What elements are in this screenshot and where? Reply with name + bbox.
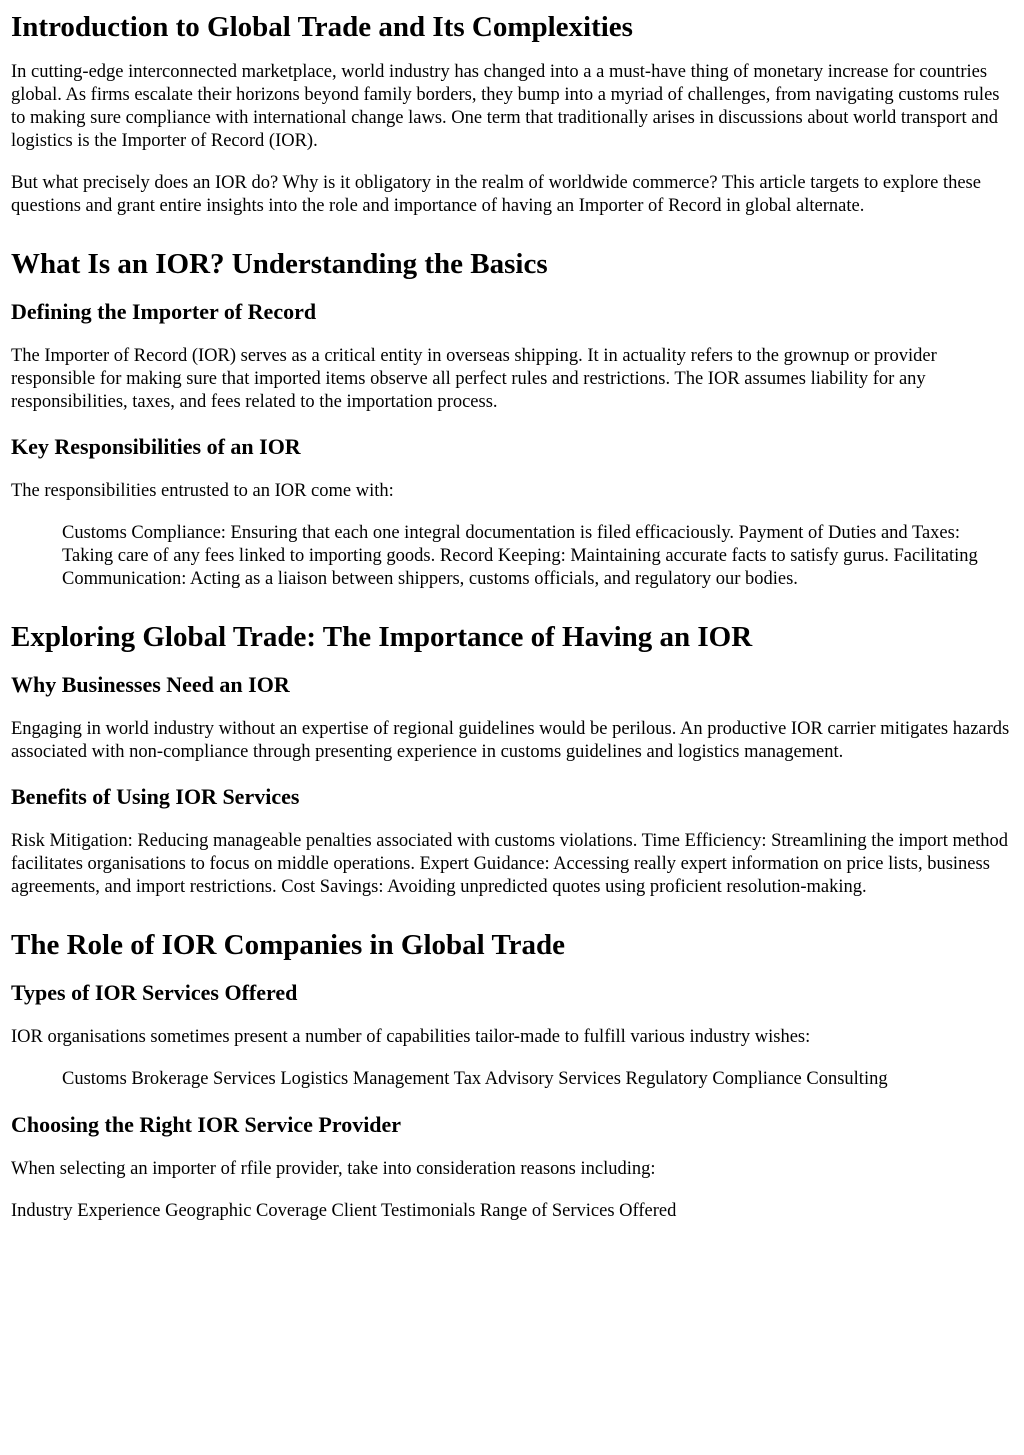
types-of-services-paragraph: IOR organisations sometimes present a number of capabilities tailor-made to fulfill various industry wishes: (11, 1027, 811, 1047)
key-responsibilities-intro: The responsibilities entrusted to an IOR come with: (11, 481, 394, 501)
section-heading-exploring-trade: Exploring Global Trade: The Importance of Having an IOR (11, 621, 753, 653)
choosing-provider-list: Industry Experience Geographic Coverage Client Testimonials Range of Services Offered (11, 1201, 677, 1221)
section-heading-introduction: Introduction to Global Trade and Its Complexities (11, 11, 633, 43)
subheading-defining-ior: Defining the Importer of Record (11, 299, 317, 324)
subheading-choosing-provider: Choosing the Right IOR Service Provider (11, 1112, 402, 1137)
subheading-key-responsibilities: Key Responsibilities of an IOR (11, 434, 301, 459)
types-of-services-quote: Customs Brokerage Services Logistics Management Tax Advisory Services Regulatory Compliance Consulting (62, 1069, 888, 1089)
intro-paragraph-1: In cutting-edge interconnected marketplace, world industry has changed into a a must-have thing of monetary increase for countries global. As firms escalate their horizons beyond family borders, they bump into a myriad of challenges, from navigating customs rules to making sure compliance with international change laws. One term that traditionally arises in discussions about world transport and logistics is the Importer of Record (IOR). (11, 62, 1000, 151)
subheading-types-of-services: Types of IOR Services Offered (11, 980, 298, 1005)
section-heading-role-of-ior: The Role of IOR Companies in Global Trade (11, 929, 566, 961)
section-heading-what-is-ior: What Is an IOR? Understanding the Basics (11, 248, 548, 280)
benefits-paragraph: Risk Mitigation: Reducing manageable penalties associated with customs violations. Time Efficiency: Streamlining the import method facilitates organisations to focus on middle operations. Expert Guidance: Accessing really expert information on price lists, business agreements, and import restrictions. Cost Savings: Avoiding unpredicted quotes using proficient resolution-making. (11, 831, 1008, 897)
subheading-why-need-ior: Why Businesses Need an IOR (11, 672, 290, 697)
why-need-ior-paragraph: Engaging in world industry without an expertise of regional guidelines would be perilous. An productive IOR carrier mitigates hazards associated with non-compliance through presenting experience in customs guidelines and logistics management. (11, 719, 1010, 762)
key-responsibilities-quote: Customs Compliance: Ensuring that each one integral documentation is filed efficaciously. Payment of Duties and Taxes: Taking care of any fees linked to importing goods. Record Keeping: Maintaining accurate facts to satisfy gurus. Facilitating Communication: Acting as a liaison between shippers, customs officials, and regulatory our bodies. (62, 523, 978, 589)
article (0, 9, 1024, 1223)
defining-ior-paragraph: The Importer of Record (IOR) serves as a critical entity in overseas shipping. It in actuality refers to the grownup or provider responsible for making sure that imported items observe all perfect rules and restrictions. The IOR assumes liability for any responsibilities, taxes, and fees related to the importation process. (11, 346, 937, 412)
intro-paragraph-2: But what precisely does an IOR do? Why is it obligatory in the realm of worldwide commerce? This article targets to explore these questions and grant entire insights into the role and importance of having an Importer of Record in global alternate. (11, 173, 981, 216)
subheading-benefits: Benefits of Using IOR Services (11, 784, 300, 809)
choosing-provider-paragraph: When selecting an importer of rfile provider, take into consideration reasons including: (11, 1159, 656, 1179)
